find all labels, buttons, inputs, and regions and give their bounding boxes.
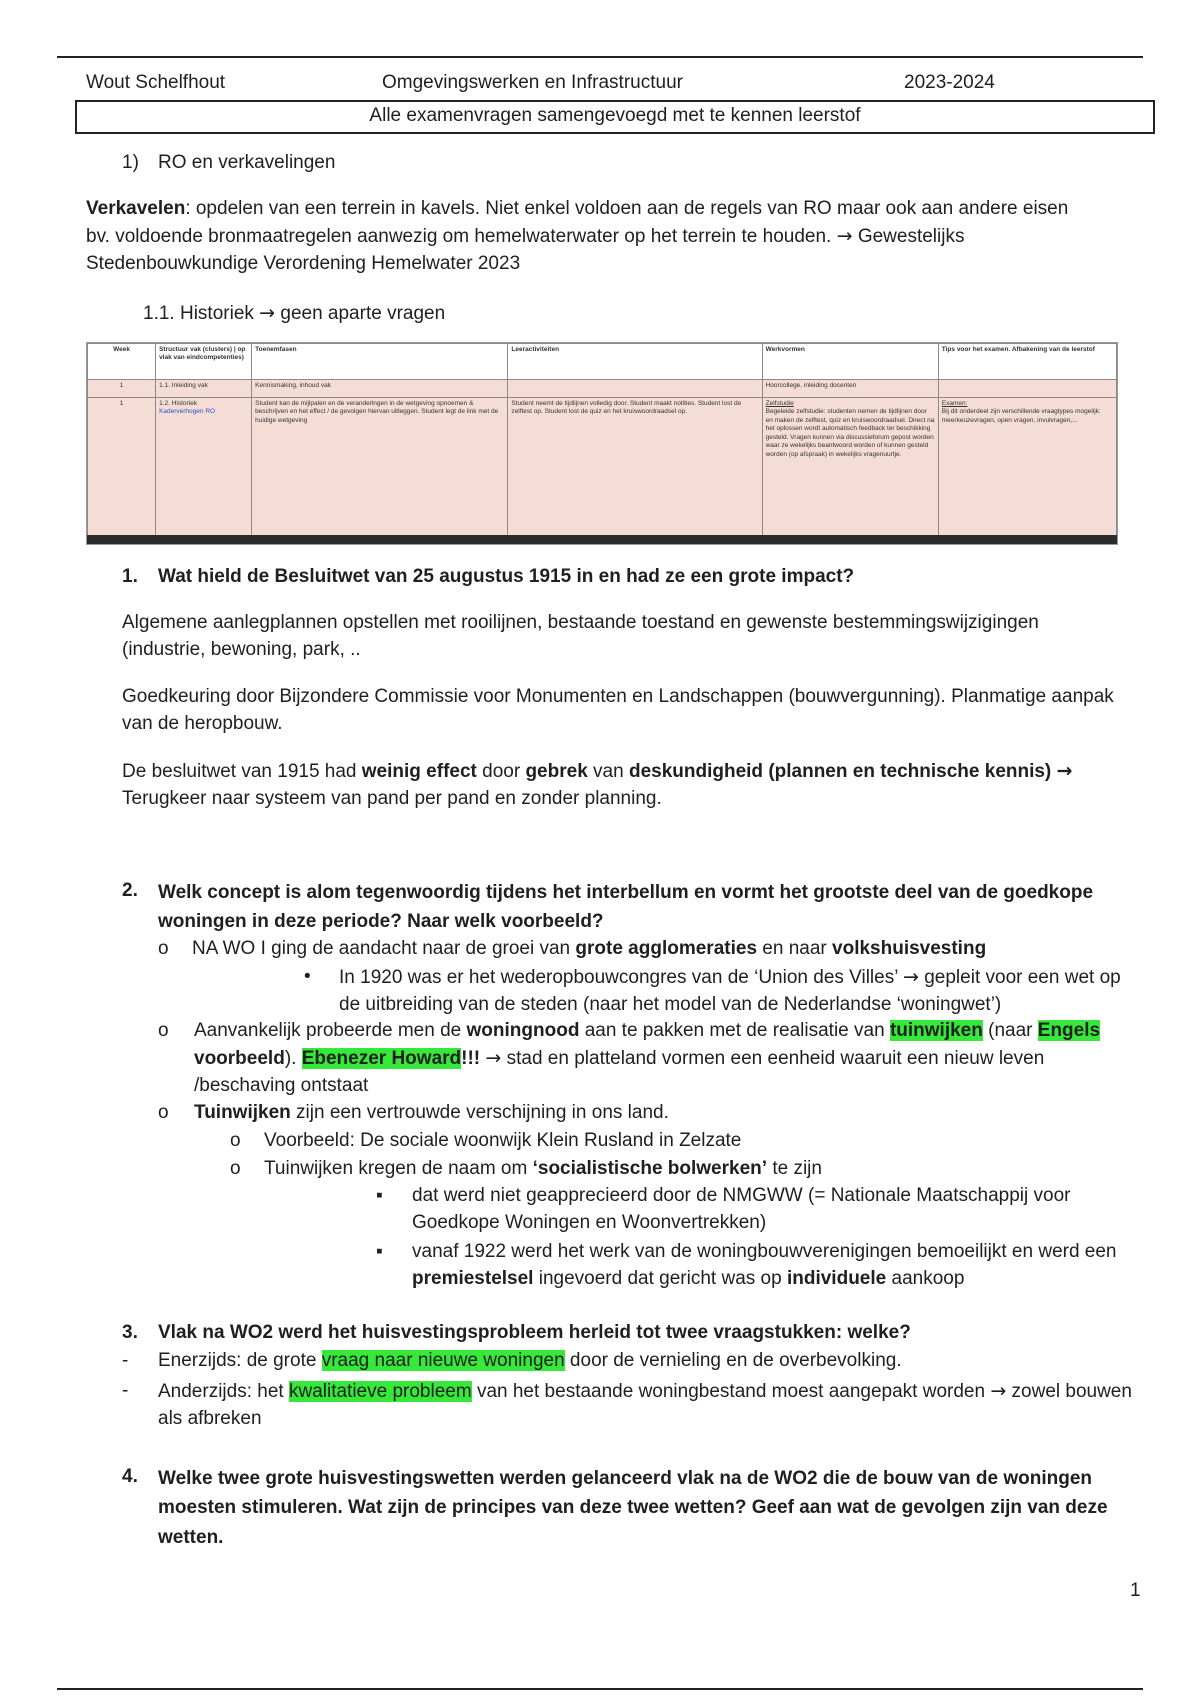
q2-text: ingevoerd dat gericht was op [533,1267,787,1289]
top-rule [57,56,1143,58]
question-title: Wat hield de Besluitwet van 25 augustus 1915 in en had ze een grote impact? [158,566,855,587]
q2-bold: woningnood [466,1020,580,1041]
section-title: RO en verkavelingen [158,152,336,173]
q2-highlight: Engels [1037,1020,1101,1041]
table-header-row [88,344,1117,380]
dash-bullet-icon: - [122,1350,129,1371]
q2-text: en naar [757,938,833,959]
q1-text: van [587,761,629,782]
cluster-text: 1.2. Historiek [159,400,197,407]
table-row [88,398,1117,536]
q2-text: (naar [982,1020,1038,1041]
q3-text: Anderzijds: het [158,1381,289,1402]
q2-bold: !!! [461,1047,481,1069]
table-cell [938,380,1116,398]
q1-text: door [476,761,526,782]
q2-bold: ‘socialistische bolwerken’ [532,1158,768,1179]
q3-item-1 [158,1348,1138,1375]
q2-text: NA WO I ging de aandacht naar de groei van [192,938,576,959]
q2-text: In 1920 was er het wederopbouwcongres van de ‘Union des Villes’ [339,967,898,988]
verkavelen-text-1: : opdelen van een terrein in kavels. Niet enkel voldoen aan de regels van RO maar ook aan andere eisen [185,198,1069,219]
table-header-cell: Werkvormen [762,344,938,380]
tips-title: Examen: [941,400,968,407]
question-number: 3. [122,1322,138,1343]
table-cell [508,380,762,398]
table-header-cell: Tips voor het examen. Afbakening van de leerstof [938,344,1116,380]
header-course: Omgevingswerken en Infrastructuur [382,72,683,93]
q2-text: zijn een vertrouwde verschijning in ons land. [290,1102,669,1123]
verkavelen-term: Verkavelen [86,198,186,219]
table-cell [156,398,252,536]
q2-text: aankoop [886,1267,965,1289]
square-bullet-icon: ▪ [376,1241,383,1262]
table-cell: Kennismaking, inhoud vak [252,380,508,398]
question-title: Welke twee grote huisvestingswetten werden gelanceerd vlak na de WO2 die de bouw van de woningen moesten stimuleren. Wat zijn de principes van deze twee wetten? Geef aan wat de gevolgen zijn van deze wetten. [158,1468,1108,1548]
circle-bullet-icon: o [158,938,169,959]
q3-text: van het bestaande woningbestand moest aangepakt worden [471,1381,986,1402]
verkavelen-text-2: bv. voldoende bronmaatregelen aanwezig om hemelwaterwater op het terrein te houden. [86,225,832,247]
q3-text: zowel bouwen als afbreken [158,1381,1132,1429]
q2-bold: grote agglomeraties [575,938,758,959]
q3-text: door de vernieling en de overbevolking. [564,1350,902,1371]
table-header-cell: Toenemfasen [252,344,508,380]
circle-bullet-icon: o [230,1158,241,1179]
q1-paragraph-1: Algemene aanlegplannen opstellen met rooilijnen, bestaande toestand en gewenste bestemmingswijzigingen (industrie, bewoning, park, .. [122,612,1039,660]
circle-bullet-icon: o [158,1020,169,1041]
q2-bullet-1 [158,936,1148,963]
subsection-heading [143,300,445,328]
q1-text: De besluitwet van 1915 had [122,761,362,782]
arrow-icon: → [259,302,276,324]
q1-text: Terugkeer naar systeem van pand per pand en zonder planning. [122,787,662,809]
question-title: Vlak na WO2 werd het huisvestingsprobleem herleid tot twee vraagstukken: welke? [158,1322,911,1343]
table-cell: 1.1. Inleiding vak [156,380,252,398]
arrow-icon: → [903,966,919,988]
q3-item-2 [158,1378,1143,1433]
question-number: 1. [122,566,138,587]
document-subtitle: Alle examenvragen samengevoegd met te kennen leerstof [75,100,1155,134]
q2-text: ). [284,1047,302,1069]
q1-paragraph-2: Goedkeuring door Bijzondere Commissie voor Monumenten en Landschappen (bouwvergunning). Planmatige aanpak van de heropbouw. [122,686,1114,734]
table-cell: Student kan de mijlpalen en de veranderingen in de wetgeving opnoemen & beschrijven en het effect / de gevolgen hiervan uitleggen. Student legt de link met de huidige wetgeving [252,398,508,536]
q2-highlight: tuinwijken [889,1020,983,1041]
q2-text: aan te pakken met de realisatie van [579,1020,890,1041]
circle-bullet-icon: o [158,1102,169,1123]
subsection-title: Historiek [179,303,254,324]
q1-paragraph-3 [122,758,1132,813]
bullet-icon: • [304,966,311,987]
question-title: Welk concept is alom tegenwoordig tijdens het interbellum en vormt het grootste deel van de goedkope woningen in deze periode? Naar welk voorbeeld? [158,882,1094,933]
q1-bold: weinig effect [361,761,477,782]
circle-bullet-icon: o [230,1130,241,1151]
q2-bullet-3 [194,1100,1144,1127]
dash-bullet-icon: - [122,1380,129,1401]
q2-bold: individuele [786,1267,887,1289]
table-header-cell: Structuur vak (clusters) | op vlak van eindcompetenties) [156,344,252,380]
q2-bold: volkshuisvesting [832,938,987,959]
schedule-table [86,342,1118,545]
q3-highlight: vraag naar nieuwe woningen [321,1350,565,1371]
table-cell: 1 [88,380,156,398]
page-number: 1 [1130,1580,1141,1601]
q3-highlight: kwalitatieve probleem [288,1381,472,1402]
question-number: 4. [122,1466,138,1487]
q2-text: Tuinwijken kregen de naam om [264,1158,533,1179]
verkavelen-text-4: Stedenbouwkundige Verordening Hemelwater 2023 [86,252,521,274]
forms-title: Zelfstudie [765,400,794,407]
table-header-cell: Leeractiviteiten [508,344,762,380]
table-row [88,380,1117,398]
table-cell: Hoorcollege, inleiding docenten [762,380,938,398]
q2-text: gepleit voor een wet op de uitbreiding van de steden (naar het model van de Nederlandse ‘woningwet’) [339,967,1121,1015]
table-cell [762,398,938,536]
question-number: 2. [122,880,138,901]
arrow-icon: → [1056,760,1073,782]
q2-bold: Tuinwijken [194,1102,291,1123]
subsection-note: geen aparte vragen [280,303,446,324]
q2-text: te zijn [767,1158,822,1179]
table-cell: Student neemt de tijdlijnen volledig door. Student maakt notities. Student lost de zelftest op. Student lost de quiz en het kruiswoordraadsel op. [508,398,762,536]
q2-text: Aanvankelijk probeerde men de [194,1020,467,1041]
tips-text: Bij dit onderdeel zijn verschillende vraagtypes mogelijk: meerkeuzevragen, open vragen, invulvragen,... [941,408,1101,424]
square-bullet-icon: ▪ [376,1185,383,1206]
q2-highlight: Ebenezer Howard [301,1047,462,1069]
table-bottom-bar [87,535,1117,544]
q2-text: stad en platteland vormen een eenheid waaruit een nieuw leven /beschaving ontstaat [194,1047,1045,1096]
arrow-icon: → [836,224,853,247]
q2-sub-sub-bullet-1: dat werd niet geapprecieerd door de NMGWW (= Nationale Maatschappij voor Goedkope Woningen en Woonvertrekken) [412,1185,1071,1233]
table-cell: 1 [88,398,156,536]
q2-sub-bullet-1 [339,964,1129,1019]
bottom-rule [57,1688,1143,1690]
table-header-cell: Week [88,344,156,380]
arrow-icon: → [485,1046,502,1069]
q2-sub-bullet-3 [264,1156,822,1183]
q2-sub-sub-bullet-2 [412,1239,1142,1293]
header-author: Wout Schelfhout [86,72,226,93]
arrow-icon: → [990,1380,1007,1402]
q3-text: Enerzijds: de grote [158,1350,322,1371]
q1-bold: gebrek [525,761,588,782]
table-cell [938,398,1116,536]
forms-text: Begeleide zelfstudie: studenten nemen de tijdlijnen door en maken de zelftest, quiz en kruiswoordraadsel. Direct na het oplossen wordt automatisch feedback ter beschikking gesteld. Vragen kunnen via discussieforum gepost worden waar ze wekelijks beantwoord worden of kunnen gesteld worden (op afspraak) in wekelijks vragenuurtje. [765,408,935,458]
q2-bullet-2 [194,1018,1144,1100]
section-number: 1) [122,152,139,173]
cluster-link[interactable]: Kaderverhogen RO [159,408,216,416]
header-year: 2023-2024 [904,72,995,93]
subsection-number: 1.1. [143,303,175,324]
q2-bold: voorbeeld [194,1047,285,1069]
q2-sub-bullet-2: Voorbeeld: De sociale woonwijk Klein Rusland in Zelzate [264,1130,742,1151]
verkavelen-paragraph [86,196,1126,278]
q1-bold: deskundigheid (plannen en technische kennis) [628,761,1052,782]
q2-text: vanaf 1922 werd het werk van de woningbouwverenigingen bemoeilijkt en werd een [412,1241,1117,1262]
q2-bold: premiestelsel [412,1267,534,1289]
verkavelen-text-3: Gewestelijks [857,225,965,247]
